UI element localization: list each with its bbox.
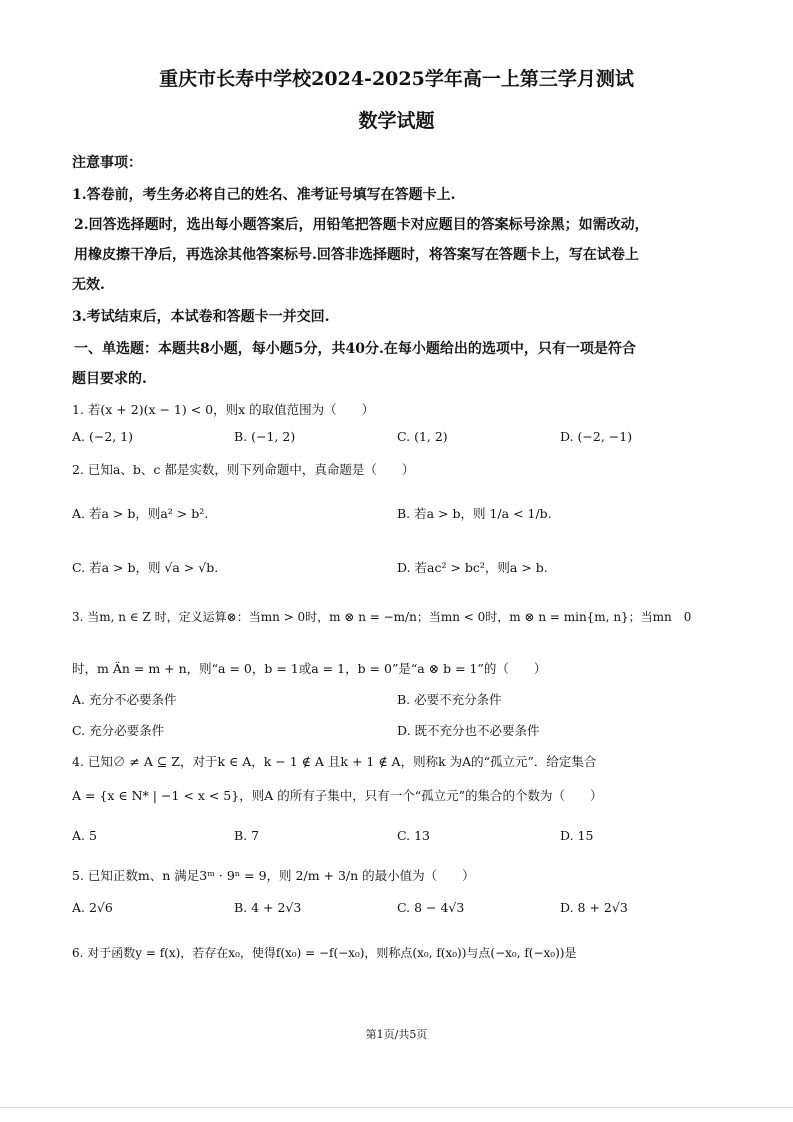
question-4-option-a: A. 5 — [72, 828, 97, 843]
question-3-option-c: C. 充分必要条件 — [72, 723, 165, 738]
question-3-line-1: 3. 当m, n ∈ Z 时，定义运算⊗：当mn > 0时，m ⊗ n = −m/n；当mn < 0时，m ⊗ n = min{m, n}；当mn 0 — [72, 610, 692, 624]
question-1-option-a: A. (−2, 1) — [72, 429, 134, 444]
question-5-option-d: D. 8 + 2√3 — [560, 900, 628, 915]
notes-heading: 注意事项： — [72, 155, 142, 171]
question-3-option-b: B. 必要不充分条件 — [397, 692, 502, 707]
question-4-option-c: C. 13 — [397, 828, 430, 843]
note-item-2-line-1: 2.回答选择题时，选出每小题答案后，用铅笔把答题卡对应题目的答案标号涂黑；如需改动， — [74, 217, 649, 233]
question-5-option-a: A. 2√6 — [72, 900, 113, 915]
question-1-stem: 1. 若(x + 2)(x − 1) < 0，则x 的取值范围为（ ） — [72, 402, 375, 417]
question-5-stem: 5. 已知正数m、n 满足3ᵐ · 9ⁿ = 9，则 2/m + 3/n 的最小值为（ ） — [72, 868, 475, 883]
question-2-stem: 2. 已知a、b、c 都是实数，则下列命题中，真命题是（ ） — [72, 462, 415, 477]
question-5-option-b: B. 4 + 2√3 — [234, 900, 302, 915]
question-4-option-b: B. 7 — [234, 828, 260, 843]
question-2-option-d: D. 若ac² > bc²，则a > b. — [397, 560, 548, 575]
question-2-option-a: A. 若a > b，则a² > b². — [72, 506, 209, 521]
question-3-line-2: 时，m Än = m + n，则“a = 0，b = 1或a = 1，b = 0”是“a ⊗ b = 1”的（ ） — [72, 661, 547, 676]
question-3-option-d: D. 既不充分也不必要条件 — [397, 723, 540, 738]
section-heading-line-1: 一、单选题：本题共8小题，每小题5分，共40分.在每小题给出的选项中，只有一项是符合 — [74, 341, 636, 357]
note-item-1: 1.答卷前，考生务必将自己的姓名、准考证号填写在答题卡上. — [72, 187, 456, 203]
question-6-line-1: 6. 对于函数y = f(x)，若存在x₀，使得f(x₀) = −f(−x₀)，则称点(x₀, f(x₀))与点(−x₀, f(−x₀))是 — [72, 946, 577, 960]
note-item-2-line-3: 无效. — [72, 277, 105, 293]
page-bottom-divider — [0, 1107, 793, 1108]
exam-title: 重庆市长寿中学校2024-2025学年高一上第三学月测试 — [159, 68, 634, 90]
question-2-option-c: C. 若a > b，则 √a > √b. — [72, 560, 219, 575]
question-4-line-2: A = {x ∈ N* | −1 < x < 5}，则A 的所有子集中，只有一个“孤立元”的集合的个数为（ ） — [72, 788, 603, 803]
page-number: 第1页/共5页 — [365, 1028, 428, 1041]
note-item-3: 3.考试结束后，本试卷和答题卡一并交回. — [72, 309, 330, 325]
question-1-option-d: D. (−2, −1) — [560, 429, 633, 444]
section-heading-line-2: 题目要求的. — [72, 371, 147, 387]
question-2-option-b: B. 若a > b，则 1/a < 1/b. — [397, 506, 552, 521]
note-item-2-line-2: 用橡皮擦干净后，再选涂其他答案标号.回答非选择题时，将答案写在答题卡上，写在试卷上 — [74, 247, 639, 263]
question-4-option-d: D. 15 — [560, 828, 594, 843]
question-3-option-a: A. 充分不必要条件 — [72, 692, 177, 707]
question-5-option-c: C. 8 − 4√3 — [397, 900, 465, 915]
exam-subtitle: 数学试题 — [358, 110, 435, 132]
question-4-line-1: 4. 已知∅ ≠ A ⊆ Z，对于k ∈ A，k − 1 ∉ A 且k + 1 ∉ A，则称k 为A的“孤立元”．给定集合 — [72, 754, 597, 769]
question-1-option-b: B. (−1, 2) — [234, 429, 296, 444]
question-1-option-c: C. (1, 2) — [397, 429, 448, 444]
